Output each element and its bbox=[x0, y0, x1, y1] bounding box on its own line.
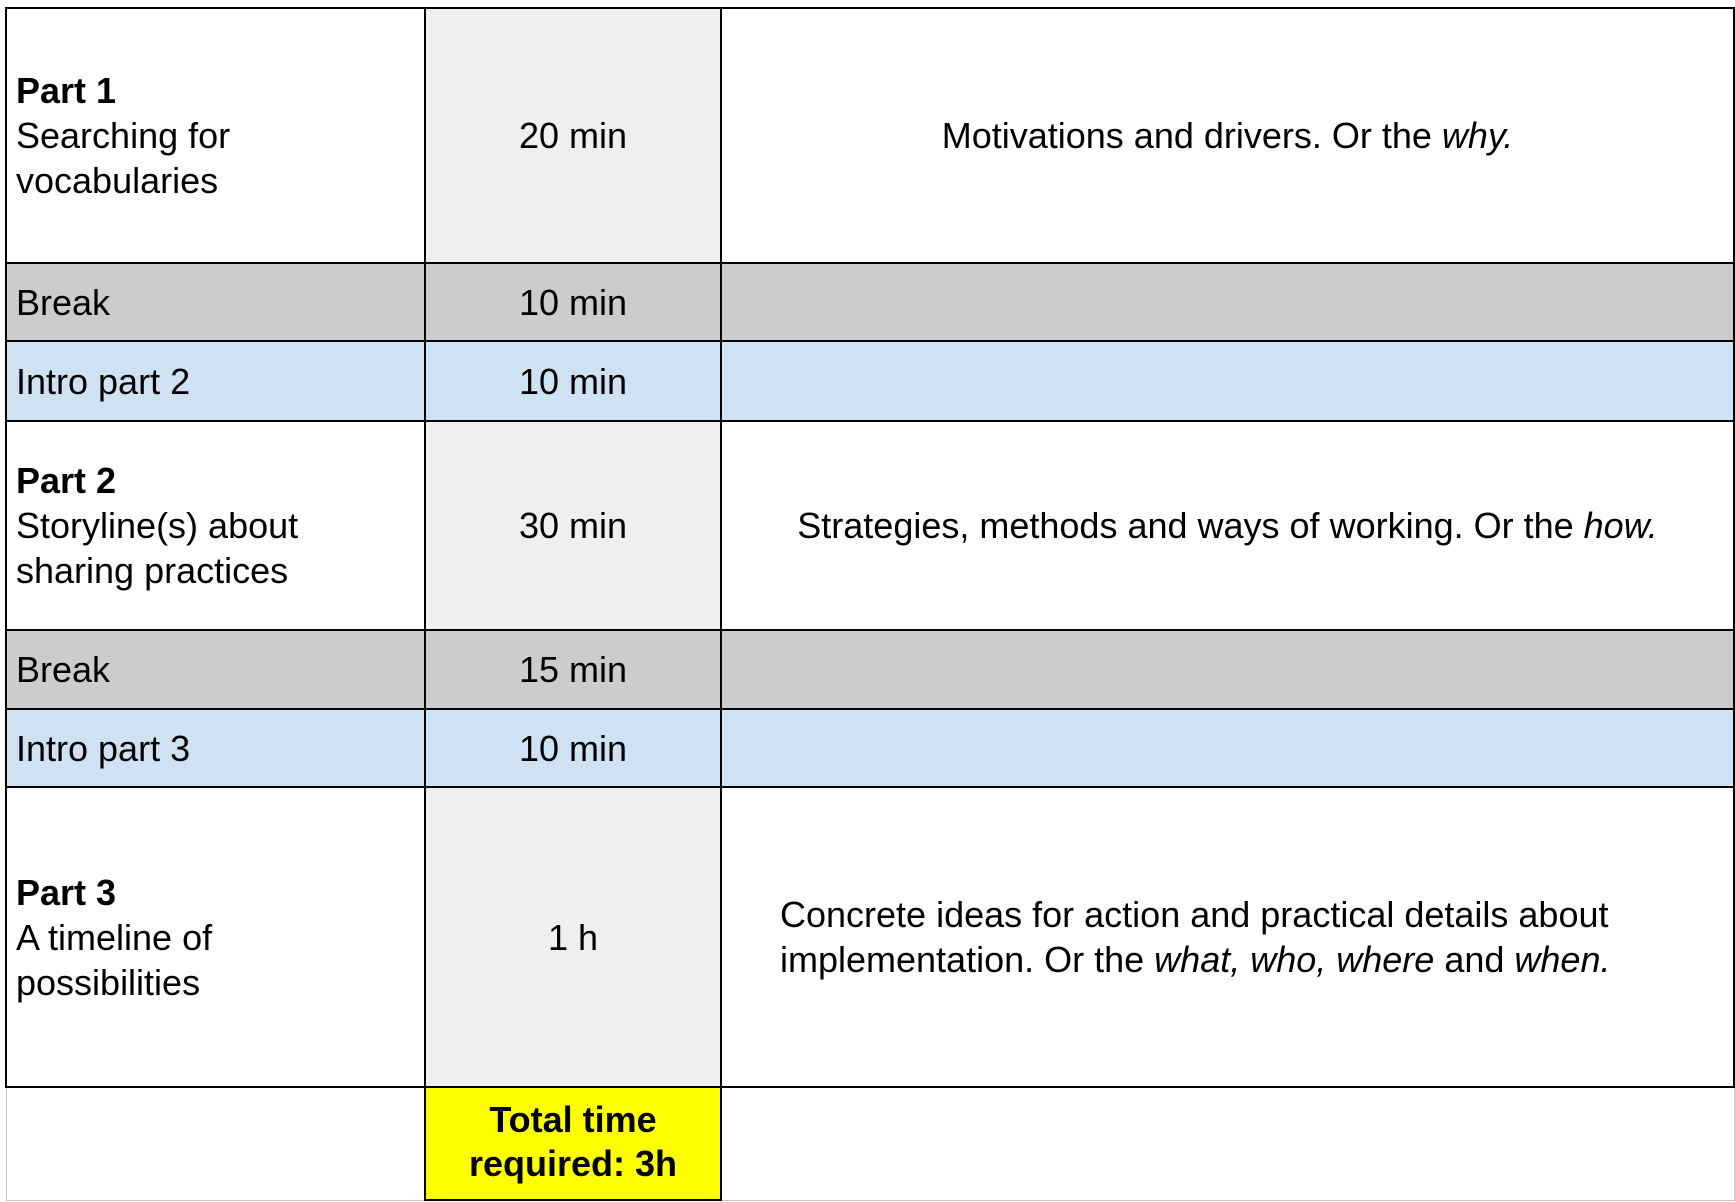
description-text: Strategies, methods and ways of working. Or the bbox=[797, 505, 1584, 546]
schedule-row-part-3 bbox=[6, 787, 1734, 1087]
duration-cell: 30 min bbox=[425, 421, 721, 630]
part-subtitle-line: A timeline of bbox=[16, 916, 213, 958]
schedule-row-total bbox=[6, 1087, 1734, 1200]
description-cell-part-1 bbox=[721, 8, 1734, 263]
total-row-empty-cell bbox=[721, 1087, 1734, 1200]
description-cell-empty bbox=[721, 630, 1734, 709]
part-subtitle-line: sharing practices bbox=[16, 550, 289, 591]
activity-cell-part-3 bbox=[6, 787, 425, 1087]
part-subtitle-line: possibilities bbox=[16, 961, 201, 1003]
schedule-row-break-1 bbox=[6, 263, 1734, 341]
schedule-row-intro-2 bbox=[6, 341, 1734, 421]
total-time-cell bbox=[425, 1087, 721, 1200]
duration-cell: 10 min bbox=[425, 709, 721, 787]
description-emphasis: when. bbox=[1514, 939, 1611, 980]
description-cell-empty bbox=[721, 709, 1734, 787]
part-title: Part 3 bbox=[16, 871, 117, 913]
schedule-row-break-2 bbox=[6, 630, 1734, 709]
activity-cell-break: Break bbox=[6, 630, 425, 709]
part-title: Part 2 bbox=[16, 460, 117, 501]
description-text: Concrete ideas for action and practical details about implementation. Or the bbox=[780, 894, 1609, 980]
schedule-row-intro-3 bbox=[6, 709, 1734, 787]
part-subtitle-line: Searching for bbox=[16, 115, 231, 156]
description-emphasis: how. bbox=[1583, 505, 1658, 546]
schedule-row-part-2 bbox=[6, 421, 1734, 630]
description-emphasis: why. bbox=[1441, 115, 1514, 156]
total-time-line: Total time bbox=[489, 1098, 657, 1140]
activity-cell-part-2 bbox=[6, 421, 425, 630]
description-text: Motivations and drivers. Or the bbox=[941, 115, 1442, 156]
description-cell-part-3 bbox=[721, 787, 1734, 1087]
activity-cell-intro: Intro part 3 bbox=[6, 709, 425, 787]
part-title: Part 1 bbox=[16, 70, 117, 111]
activity-cell-intro: Intro part 2 bbox=[6, 341, 425, 421]
description-cell-empty bbox=[721, 263, 1734, 341]
duration-cell: 1 h bbox=[425, 787, 721, 1087]
description-text: and bbox=[1434, 939, 1515, 980]
duration-cell: 20 min bbox=[425, 8, 721, 263]
duration-cell: 10 min bbox=[425, 341, 721, 421]
workshop-schedule-table bbox=[5, 7, 1735, 1201]
description-cell-empty bbox=[721, 341, 1734, 421]
schedule-row-part-1 bbox=[6, 8, 1734, 263]
duration-cell: 15 min bbox=[425, 630, 721, 709]
description-emphasis: what, who, where bbox=[1154, 939, 1435, 980]
total-time-line: required: 3h bbox=[468, 1142, 678, 1184]
part-subtitle-line: vocabularies bbox=[16, 160, 219, 201]
total-row-empty-cell bbox=[6, 1087, 425, 1200]
activity-cell-break: Break bbox=[6, 263, 425, 341]
description-cell-part-2 bbox=[721, 421, 1734, 630]
activity-cell-part-1 bbox=[6, 8, 425, 263]
duration-cell: 10 min bbox=[425, 263, 721, 341]
part-subtitle-line: Storyline(s) about bbox=[16, 505, 299, 546]
